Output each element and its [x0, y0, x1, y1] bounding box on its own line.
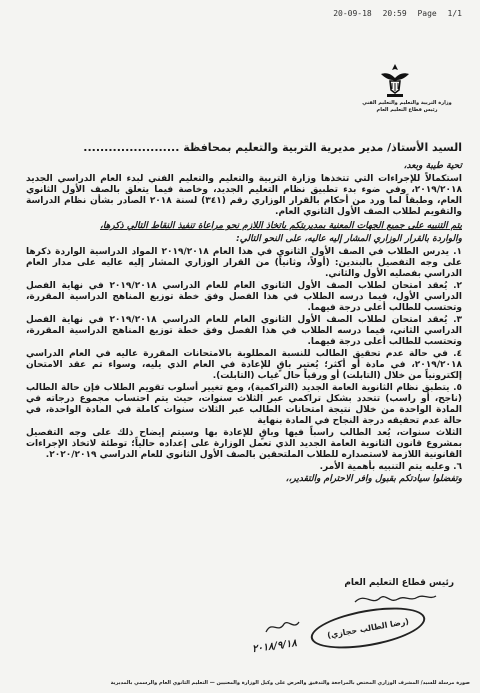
letter-body	[26, 142, 462, 485]
ministry-name: وزارة التربية والتعليم والتعليم الفني	[362, 100, 452, 106]
footer-note: صورة مرسلة للسيد/ المشرف الوزاري المختص بالمراجعة والتدقيق والعرض على وكيل الوزارة والمعنيين — التعليم الثانوي العام والرسمي بالمديرية	[110, 680, 470, 686]
handwritten-signature	[350, 590, 440, 608]
ministry-heading	[352, 100, 462, 114]
numbered-items	[26, 247, 462, 473]
list-item: ٢. يُعقد امتحان لطلاب الصف الأول الثانوي العام للعام الدراسي ٢٠١٩/٢٠١٨ في نهاية الفصل الدراسي الأول، فيما درسه الطلاب في هذا الفصل وفق خطة توزيع المناهج الدراسية المقررة، وتحتسب للطالب أعلى درجة فيهما.	[26, 281, 462, 313]
list-item: ١. يدرس الطلاب في الصف الأول الثانوي في هذا العام ٢٠١٩/٢٠١٨ المواد الدراسية الواردة ذكرها على وجه التفصيل بالبندين: (أولاً، وثانياً) من القرار الوزاري المشار إليه عاليه على مدار العام الدراسي بفصليه الأول والثاني.	[26, 247, 463, 279]
eagle-emblem-icon	[375, 60, 415, 100]
fax-header: 20-09-18 20:59 Page 1/1	[333, 9, 462, 18]
list-item: ٣. يُعقد امتحان لطلاب الصف الأول الثانوي العام للعام الدراسي ٢٠١٩/٢٠١٨ في نهاية الفصل الدراسي الثاني، فيما درسه الطلاب في هذا الفصل وفق خطة توزيع المناهج الدراسية المقررة، وتحتسب للطالب أعلى درجة فيهما.	[26, 315, 462, 347]
items-subheading: والواردة بالقرار الوزاري المشار إليه عاليه، على النحو التالي:	[236, 234, 462, 244]
list-item: ٦. وعليه يتم التنبيه بأهمية الأمر.	[319, 462, 462, 472]
signatory-title: رئيس قطاع التعليم العام	[344, 578, 454, 588]
list-item: ٤. في حالة عدم تحقيق الطالب للنسبة المطلوبة بالامتحانات المقررة عاليه في العام الدراسي ٢٠١٩/٢٠١٨، في مادة أو أكثر؛ يُعتبر باقٍ للإعادة في العام الذي يليه، وسواء تم عقد الامتحان إلكترونياً من خلال (التابلت) أو ورقياً حال غياب (التابلت).	[26, 349, 462, 381]
list-item: الثلاث سنوات، يُعد الطالب راسباً فيها وباقٍ للإعادة بها وسيتم إيضاح ذلك على وجه التفصيل بمشروع قانون الثانوية العامة الجديد الذي تعمل الوزارة على إعداده حالياً؛ توطئة لاتخاذ الإجراءات القانونية اللازمة لاستصداره للطلاب الملتحقين بالصف الأول الثانوي للعام الدراسي ٢٠٢٠/٢٠١٩.	[26, 428, 462, 460]
official-stamp	[308, 600, 428, 656]
instruction-line: يتم التنبيه على جميع الجهات المعنية بمديريتكم باتخاذ اللازم نحو مراعاة تنفيذ النقاط التالي ذكرها،	[100, 221, 462, 231]
sector-name: رئيس قطاع التعليم العام	[376, 107, 438, 113]
intro-paragraph: استكمالاً للإجراءات التي تتخذها وزارة التربية والتعليم والتعليم الفني لبدء العام الدراسي الجديد ٢٠١٩/٢٠١٨، وفي ضوء بدء تطبيق نظام التعليم الجديد، وخاصة فيما يتعلق بالصف الأول الثانوي العام، وطبقاً لما ورد من أحكام بالقرار الوزاري رقم (٣٤١) لسنة ٢٠١٨ الصادر بشأن نظام الدراسة والتقويم لطلاب الصف الأول الثانوي العام.	[26, 174, 462, 217]
addressee: السيد الأستاذ/ مدير مديرية التربية والتعليم بمحافظة .......................	[83, 141, 462, 154]
farewell: وتفضلوا سيادتكم بقبول وافر الاحترام والتقدير،،	[285, 474, 462, 484]
greeting: تحية طيبة وبعد،	[403, 161, 462, 171]
handwritten-mark	[262, 616, 302, 638]
list-item: ٥. يتطبق نظام الثانوية العامة الجديد (التراكمية)، ومع تغيير أسلوب تقويم الطلاب فإن حالة الطالب (ناجح، أو راسب) تتحدد بشكل تراكمي عبر الثلاث سنوات، حيث يتم احتساب مجموع درجاته في المادة الواحدة من خلال نتيجة امتحانات الطالب عبر الثلاث سنوات كاملة في المادة الواحدة، في حالة عدم تحقيقه درجة النجاح في المادة بنهاية	[26, 383, 462, 426]
handwritten-date: ٢٠١٨/٩/١٨	[251, 637, 298, 656]
stamp-text: (رضا الطالب حجازي)	[326, 616, 410, 640]
